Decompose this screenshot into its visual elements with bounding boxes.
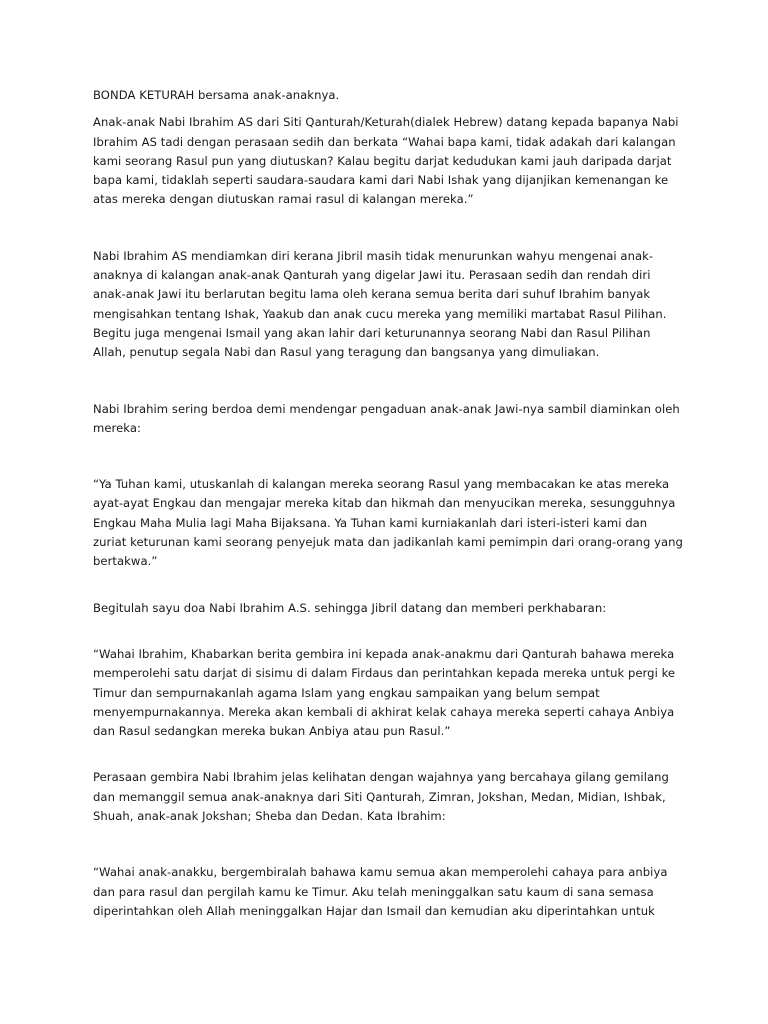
paragraph-2: Nabi Ibrahim AS mendiamkan diri kerana Jibril masih tidak menurunkan wahyu mengenai anak-anaknya di kalangan anak-anak Qanturah yang digelar Jawi itu. Perasaan sedih dan rendah diri anak-anak Jawi itu berlarutan begitu lama oleh kerana semua berita dari suhuf Ibrahim banyak mengisahkan tentang Ishak, Yaakub dan anak cucu mereka yang memiliki martabat Rasul Pilihan. Begitu juga mengenai Ismail yang akan lahir dari keturunannya seorang Nabi dan Rasul Pilihan Allah, penutup segala Nabi dan Rasul yang teragung dan bangsanya yang dimuliakan. — [93, 248, 667, 360]
paragraph-7: Perasaan gembira Nabi Ibrahim jelas kelihatan dengan wajahnya yang bercahaya gilang gemilang dan memanggil semua anak-anaknya dari Siti Qanturah, Zimran, Jokshan, Medan, Midian, Ishbak, Shuah, anak-anak Jokshan; Sheba dan Dedan. Kata Ibrahim: — [93, 770, 669, 824]
paragraph-6-quote: “Wahai Ibrahim, Khabarkan berita gembira ini kepada anak-anakmu dari Qanturah bahawa mereka memperolehi satu darjat di sisimu di dalam Firdaus dan perintahkan kepada mereka untuk pergi ke Timur dan sempurnakanlah agama Islam yang engkau sampaikan yang belum sempat menyempurnakannya. Mereka akan kembali di akhirat kelak cahaya mereka seperti cahaya Anbiya dan Rasul sedangkan mereka bukan Anbiya atau pun Rasul.” — [93, 646, 676, 739]
paragraph-1: Anak-anak Nabi Ibrahim AS dari Siti Qanturah/Keturah(dialek Hebrew) datang kepada bapanya Nabi Ibrahim AS tadi dengan perasaan sedih dan berkata “Wahai bapa kami, tidak adakah dari kalangan kami seorang Rasul pun yang diutuskan? Kalau begitu darjat kedudukan kami jauh daripada darjat bapa kami, tidaklah seperti saudara-saudara kami dari Nabi Ishak yang dijanjikan kemenangan ke atas mereka dengan diutuskan ramai rasul di kalangan mereka.” — [93, 115, 679, 207]
document-body — [93, 86, 683, 921]
document-title: BONDA KETURAH bersama anak-anaknya. — [93, 88, 340, 102]
paragraph-5: Begitulah sayu doa Nabi Ibrahim A.S. sehingga Jibril datang dan memberi perkhabaran: — [93, 600, 607, 615]
paragraph-3: Nabi Ibrahim sering berdoa demi mendengar pengaduan anak-anak Jawi-nya sambil diaminkan oleh mereka: — [93, 401, 680, 435]
paragraph-8-quote: “Wahai anak-anakku, bergembiralah bahawa kamu semua akan memperolehi cahaya para anbiya dan para rasul dan pergilah kamu ke Timur. Aku telah meninggalkan satu kaum di sana semasa diperintahkan oleh Allah meninggalkan Hajar dan Ismail dan kemudian aku diperintahkan untuk — [93, 865, 668, 918]
paragraph-4-quote: “Ya Tuhan kami, utuskanlah di kalangan mereka seorang Rasul yang membacakan ke atas mereka ayat-ayat Engkau dan mengajar mereka kitab dan hikmah dan menyucikan mereka, sesungguhnya Engkau Maha Mulia lagi Maha Bijaksana. Ya Tuhan kami kurniakanlah dari isteri-isteri kami dan zuriat keturunan kami seorang penyejuk mata dan jadikanlah kami pemimpin dari orang-orang yang bertakwa.” — [93, 477, 683, 569]
